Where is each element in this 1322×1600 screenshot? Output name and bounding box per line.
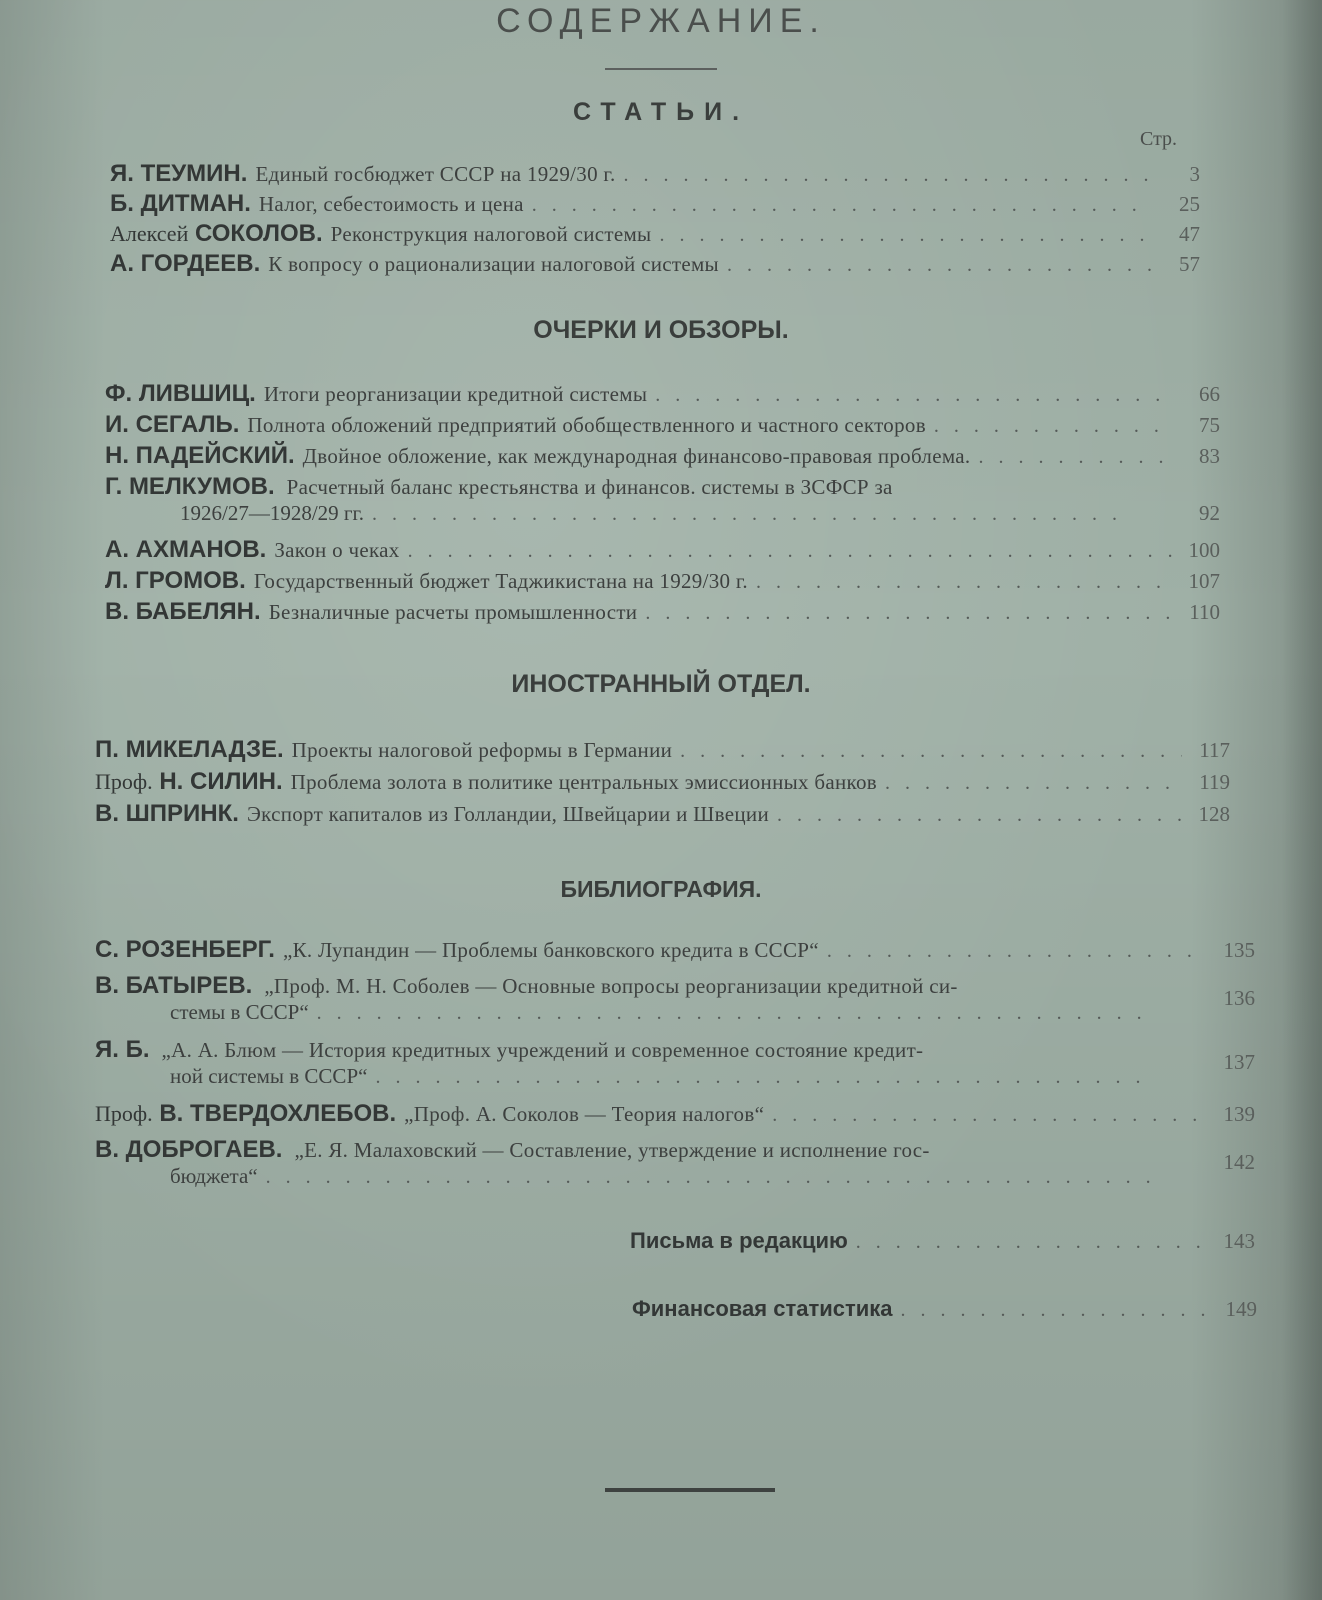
page-column-label: Стр. [1140, 128, 1178, 150]
dot-leader [680, 740, 1182, 763]
entry-title: Проблема золота в политике центральных эмиссионных банков [290, 770, 877, 794]
entry-author: С. РОЗЕНБЕРГ. [95, 936, 275, 963]
toc-entry[interactable] [95, 1136, 1255, 1198]
toc-entry[interactable] [105, 442, 1220, 470]
section-heading-articles: СТАТЬИ. [572, 98, 750, 126]
entry-author: В. БАТЫРЕВ. [95, 972, 253, 999]
toc-entry[interactable] [105, 536, 1220, 564]
dot-leader [266, 1166, 1152, 1189]
entry-page: 66 [1199, 382, 1220, 406]
author-name: В. ТВЕРДОХЛЕБОВ. [159, 1100, 397, 1127]
toc-entry[interactable] [105, 380, 1220, 408]
entry-page: 149 [1225, 1297, 1257, 1321]
toc-entry[interactable] [110, 250, 1200, 278]
entry-author [110, 220, 323, 248]
entry-title: „Е. Я. Малаховский — Составление, утверждение и исполнение гос- [294, 1138, 930, 1162]
dot-leader [827, 940, 1207, 963]
toc-entry[interactable] [105, 411, 1220, 439]
entry-line-2 [95, 1064, 1160, 1089]
author-prefix: Алексей [110, 221, 189, 246]
entry-title: Проекты налоговой реформы в Германии [291, 738, 673, 762]
author-name: Н. СИЛИН. [159, 768, 283, 795]
author-prefix: Проф. [95, 769, 153, 794]
entry-author: А. ГОРДЕЕВ. [110, 250, 261, 277]
bottom-divider [605, 1488, 775, 1492]
entry-title-continued: бюджета“ [170, 1164, 258, 1188]
toc-entry-letters[interactable] [630, 1228, 1255, 1254]
entry-author: В. ШПРИНК. [95, 800, 239, 827]
entry-author: П. МИКЕЛАДЗЕ. [95, 736, 284, 763]
entry-page: 128 [1198, 802, 1230, 826]
entry-title: „А. А. Блюм — История кредитных учреждений и современное состояние кредит- [161, 1038, 924, 1062]
entry-author: Ф. ЛИВШИЦ. [105, 380, 256, 407]
dot-leader [772, 1104, 1207, 1127]
entry-title: Безналичные расчеты промышленности [268, 600, 638, 624]
entry-page: 100 [1188, 538, 1220, 562]
toc-entry[interactable] [110, 160, 1200, 188]
author-prefix: Проф. [95, 1101, 153, 1126]
toc-entry[interactable] [110, 220, 1200, 248]
entry-line-2 [95, 1000, 1160, 1025]
entry-page: 107 [1188, 569, 1220, 593]
dot-leader [978, 446, 1172, 469]
entry-line-1 [95, 1036, 1255, 1064]
entry-page: 139 [1223, 1102, 1255, 1126]
entry-author: А. АХМАНОВ. [105, 536, 267, 563]
entry-title: Налог, себестоимость и цена [258, 192, 524, 216]
entry-page: 142 [1223, 1150, 1255, 1174]
dot-leader [901, 1299, 1209, 1322]
section-heading-bibliography: БИБЛИОГРАФИЯ. [560, 876, 762, 902]
dot-leader [727, 254, 1152, 277]
entry-title: „Проф. М. Н. Соболев — Основные вопросы реорганизации кредитной си- [264, 974, 958, 998]
entry-author: Г. МЕЛКУМОВ. [105, 473, 275, 500]
dot-leader [408, 540, 1172, 563]
toc-entry[interactable] [95, 972, 1255, 1034]
toc-entry-statistics[interactable] [632, 1296, 1257, 1322]
entry-title-continued: ной системы в СССР“ [170, 1064, 368, 1088]
toc-entry[interactable] [95, 936, 1255, 964]
dot-leader [624, 164, 1152, 187]
dot-leader [856, 1231, 1207, 1254]
entry-page: 57 [1179, 252, 1200, 276]
entry-line-1 [95, 972, 1255, 1000]
dot-leader [532, 194, 1152, 217]
entry-page: 136 [1223, 986, 1255, 1010]
dot-leader [645, 602, 1172, 625]
entry-author [95, 1100, 396, 1128]
title-divider [605, 68, 717, 70]
toc-entry[interactable] [95, 736, 1230, 764]
dot-leader [655, 384, 1172, 407]
entry-page: 135 [1223, 938, 1255, 962]
entry-page: 137 [1223, 1050, 1255, 1074]
entry-title: Государственный бюджет Таджикистана на 1929/30 г. [253, 569, 748, 593]
entry-author [95, 768, 283, 796]
toc-entry[interactable] [105, 567, 1220, 595]
entry-author: В. ДОБРОГАЕВ. [95, 1136, 283, 1163]
entry-page: 47 [1179, 222, 1200, 246]
entry-author: И. СЕГАЛЬ. [105, 411, 240, 438]
entry-label: Финансовая статистика [632, 1296, 893, 1321]
dot-leader [934, 415, 1172, 438]
toc-entry[interactable] [95, 1100, 1255, 1128]
toc-entry[interactable] [110, 190, 1200, 218]
entry-title: К вопросу о рационализации налоговой системы [268, 252, 719, 276]
dot-leader [372, 503, 1132, 526]
entry-line-2 [105, 501, 1140, 526]
entry-title-continued: 1926/27—1928/29 гг. [180, 501, 365, 525]
entry-author: Н. ПАДЕЙСКИЙ. [105, 442, 295, 469]
dot-leader [885, 772, 1182, 795]
entry-author: Б. ДИТМАН. [110, 190, 251, 217]
entry-line-1 [105, 473, 1220, 501]
author-name: СОКОЛОВ. [195, 220, 323, 247]
entry-page: 119 [1199, 770, 1230, 794]
dot-leader [375, 1066, 1152, 1089]
entry-title: Реконструкция налоговой системы [330, 222, 652, 246]
toc-entry[interactable] [95, 768, 1230, 796]
dot-leader [756, 571, 1172, 594]
entry-author: В. БАБЕЛЯН. [105, 598, 261, 625]
toc-entry[interactable] [95, 1036, 1255, 1098]
entry-page: 83 [1199, 444, 1220, 468]
entry-title: Закон о чеках [274, 538, 400, 562]
entry-title: „К. Лупандин — Проблемы банковского кредита в СССР“ [282, 938, 819, 962]
entry-title-continued: стемы в СССР“ [170, 1000, 309, 1024]
entry-author: Л. ГРОМОВ. [105, 567, 246, 594]
entry-title: Итоги реорганизации кредитной системы [263, 382, 648, 406]
entry-line-1 [95, 1136, 1255, 1164]
entry-page: 25 [1179, 192, 1200, 216]
page-title: СОДЕРЖАНИЕ. [496, 2, 826, 40]
entry-page: 117 [1199, 738, 1230, 762]
entry-title: Единый госбюджет СССР на 1929/30 г. [255, 162, 616, 186]
entry-page: 3 [1189, 162, 1200, 186]
toc-entry[interactable] [105, 598, 1220, 626]
toc-entry[interactable] [105, 473, 1220, 533]
entry-title: Полнота обложений предприятий обобществленного и частного секторов [247, 413, 926, 437]
section-heading-essays: ОЧЕРКИ И ОБЗОРЫ. [533, 316, 789, 344]
page-edge-shadow [1282, 0, 1322, 1600]
entry-page: 110 [1189, 600, 1220, 624]
entry-title: Двойное обложение, как международная финансово-правовая проблема. [302, 444, 971, 468]
dot-leader [659, 224, 1152, 247]
entry-page: 92 [1199, 501, 1220, 525]
entry-title: Расчетный баланс крестьянства и финансов. системы в ЗСФСР за [286, 475, 893, 499]
toc-entry[interactable] [95, 800, 1230, 828]
entry-page: 143 [1223, 1229, 1255, 1253]
entry-line-2 [95, 1164, 1160, 1189]
entry-label: Письма в редакцию [630, 1228, 848, 1253]
entry-page: 75 [1199, 413, 1220, 437]
dot-leader [777, 804, 1182, 827]
entry-author: Я. Б. [95, 1036, 150, 1063]
section-heading-foreign: ИНОСТРАННЫЙ ОТДЕЛ. [511, 670, 811, 698]
entry-title: „Проф. А. Соколов — Теория налогов“ [404, 1102, 765, 1126]
entry-author: Я. ТЕУМИН. [110, 160, 248, 187]
entry-title: Экспорт капиталов из Голландии, Швейцарии и Швеции [246, 802, 769, 826]
dot-leader [317, 1002, 1152, 1025]
